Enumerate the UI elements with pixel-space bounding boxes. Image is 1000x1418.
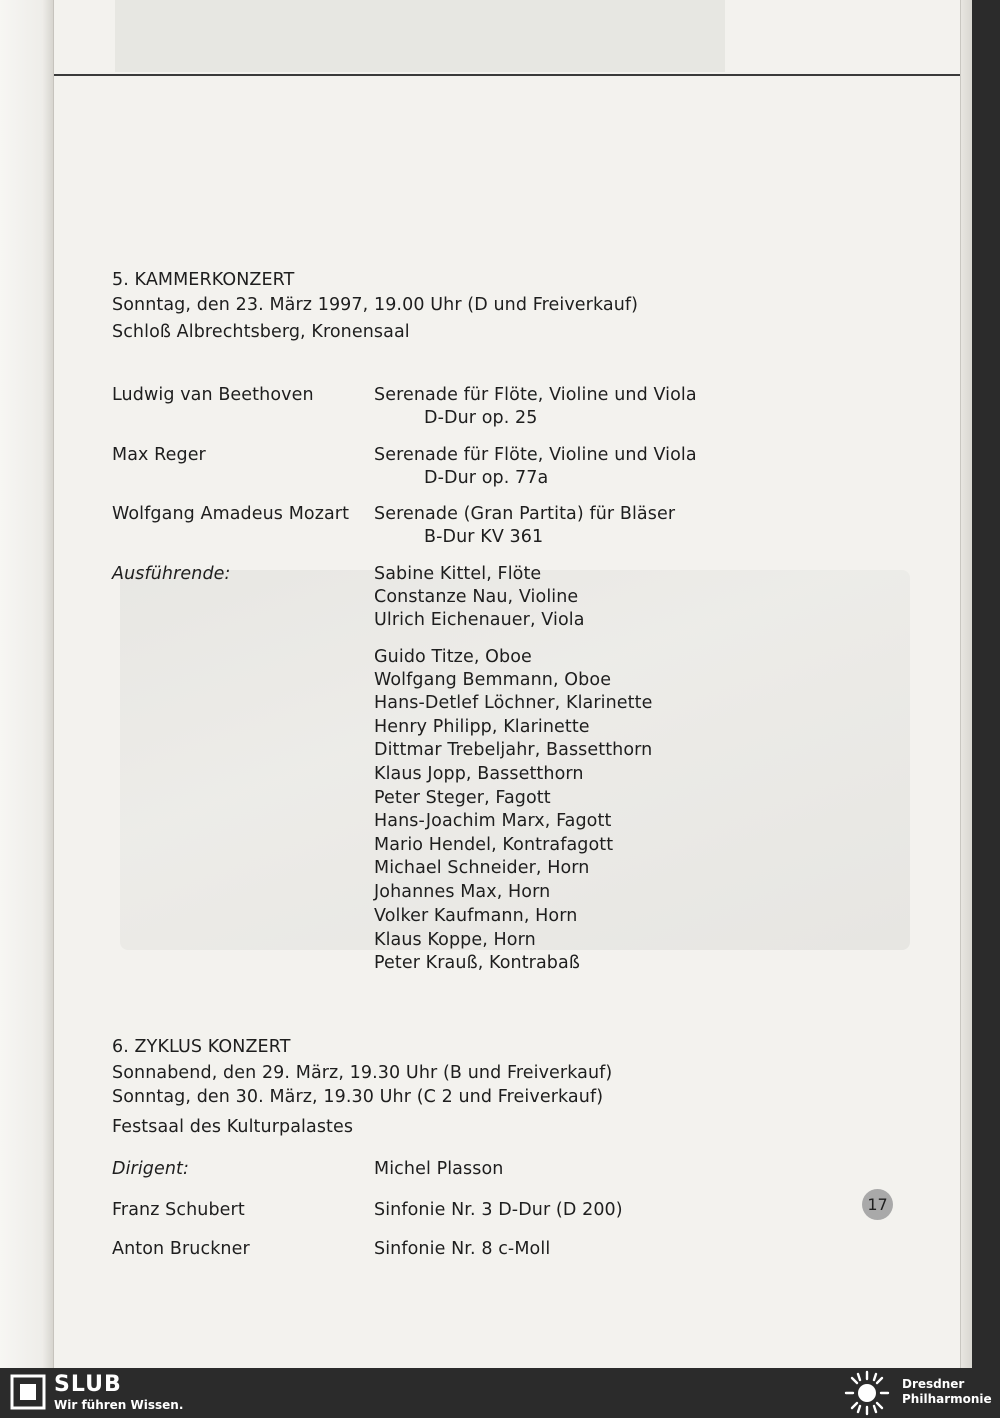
performer: Mario Hendel, Kontrafagott — [374, 835, 614, 855]
composer-mozart: Wolfgang Amadeus Mozart — [112, 504, 350, 524]
performer: Hans-Detlef Löchner, Klarinette — [374, 693, 653, 713]
key-mozart: B-Dur KV 361 — [424, 527, 544, 547]
performer: Volker Kaufmann, Horn — [374, 906, 578, 926]
slub-logo-icon[interactable] — [10, 1374, 46, 1410]
performer: Peter Krauß, Kontrabaß — [374, 953, 580, 973]
work-beethoven: Serenade für Flöte, Violine und Viola — [374, 385, 697, 405]
performer: Klaus Koppe, Horn — [374, 930, 536, 950]
header-rule — [54, 74, 960, 76]
performer: Sabine Kittel, Flöte — [374, 564, 542, 584]
page-edge — [960, 0, 972, 1368]
concert5-title: 5. KAMMERKONZERT — [112, 270, 295, 290]
concert6-date-1: Sonnabend, den 29. März, 19.30 Uhr (B und Freiverkauf) — [112, 1063, 613, 1083]
work-reger: Serenade für Flöte, Violine und Viola — [374, 445, 697, 465]
slub-name[interactable]: SLUB — [54, 1372, 122, 1397]
work-mozart: Serenade (Gran Partita) für Bläser — [374, 504, 676, 524]
bleed-through-band — [115, 0, 725, 72]
composer-schubert: Franz Schubert — [112, 1200, 245, 1220]
concert5-date: Sonntag, den 23. März 1997, 19.00 Uhr (D und Freiverkauf) — [112, 295, 639, 315]
performer: Wolfgang Bemmann, Oboe — [374, 670, 612, 690]
performer: Peter Steger, Fagott — [374, 788, 551, 808]
partner-name-line-1: Dresdner — [902, 1377, 965, 1391]
performer: Guido Titze, Oboe — [374, 647, 532, 667]
concert6-date-2: Sonntag, den 30. März, 19.30 Uhr (C 2 und Freiverkauf) — [112, 1087, 604, 1107]
concert6-title: 6. ZYKLUS KONZERT — [112, 1037, 291, 1057]
conductor-label: Dirigent: — [112, 1159, 190, 1179]
performer: Klaus Jopp, Bassetthorn — [374, 764, 584, 784]
page-number: 17 — [862, 1189, 893, 1220]
partner-name-line-2: Philharmonie — [902, 1392, 992, 1406]
slub-tagline: Wir führen Wissen. — [54, 1398, 184, 1412]
performer: Henry Philipp, Klarinette — [374, 717, 590, 737]
performer: Johannes Max, Horn — [374, 882, 551, 902]
conductor-name: Michel Plasson — [374, 1159, 504, 1179]
performer: Hans-Joachim Marx, Fagott — [374, 811, 612, 831]
viewer-footer — [0, 1368, 1000, 1418]
composer-beethoven: Ludwig van Beethoven — [112, 385, 314, 405]
performer: Ulrich Eichenauer, Viola — [374, 610, 585, 630]
work-schubert: Sinfonie Nr. 3 D-Dur (D 200) — [374, 1200, 623, 1220]
composer-reger: Max Reger — [112, 445, 206, 465]
performer: Constanze Nau, Violine — [374, 587, 579, 607]
composer-bruckner: Anton Bruckner — [112, 1239, 250, 1259]
performers-label: Ausführende: — [112, 564, 231, 584]
key-reger: D-Dur op. 77a — [424, 468, 549, 488]
key-beethoven: D-Dur op. 25 — [424, 408, 538, 428]
dresdner-philharmonie-logo-icon[interactable] — [842, 1370, 892, 1416]
performer: Dittmar Trebeljahr, Bassetthorn — [374, 740, 653, 760]
work-bruckner: Sinfonie Nr. 8 c-Moll — [374, 1239, 551, 1259]
concert6-venue: Festsaal des Kulturpalastes — [112, 1117, 354, 1137]
performer: Michael Schneider, Horn — [374, 858, 590, 878]
concert5-venue: Schloß Albrechtsberg, Kronensaal — [112, 322, 410, 342]
page-binding — [0, 0, 54, 1368]
